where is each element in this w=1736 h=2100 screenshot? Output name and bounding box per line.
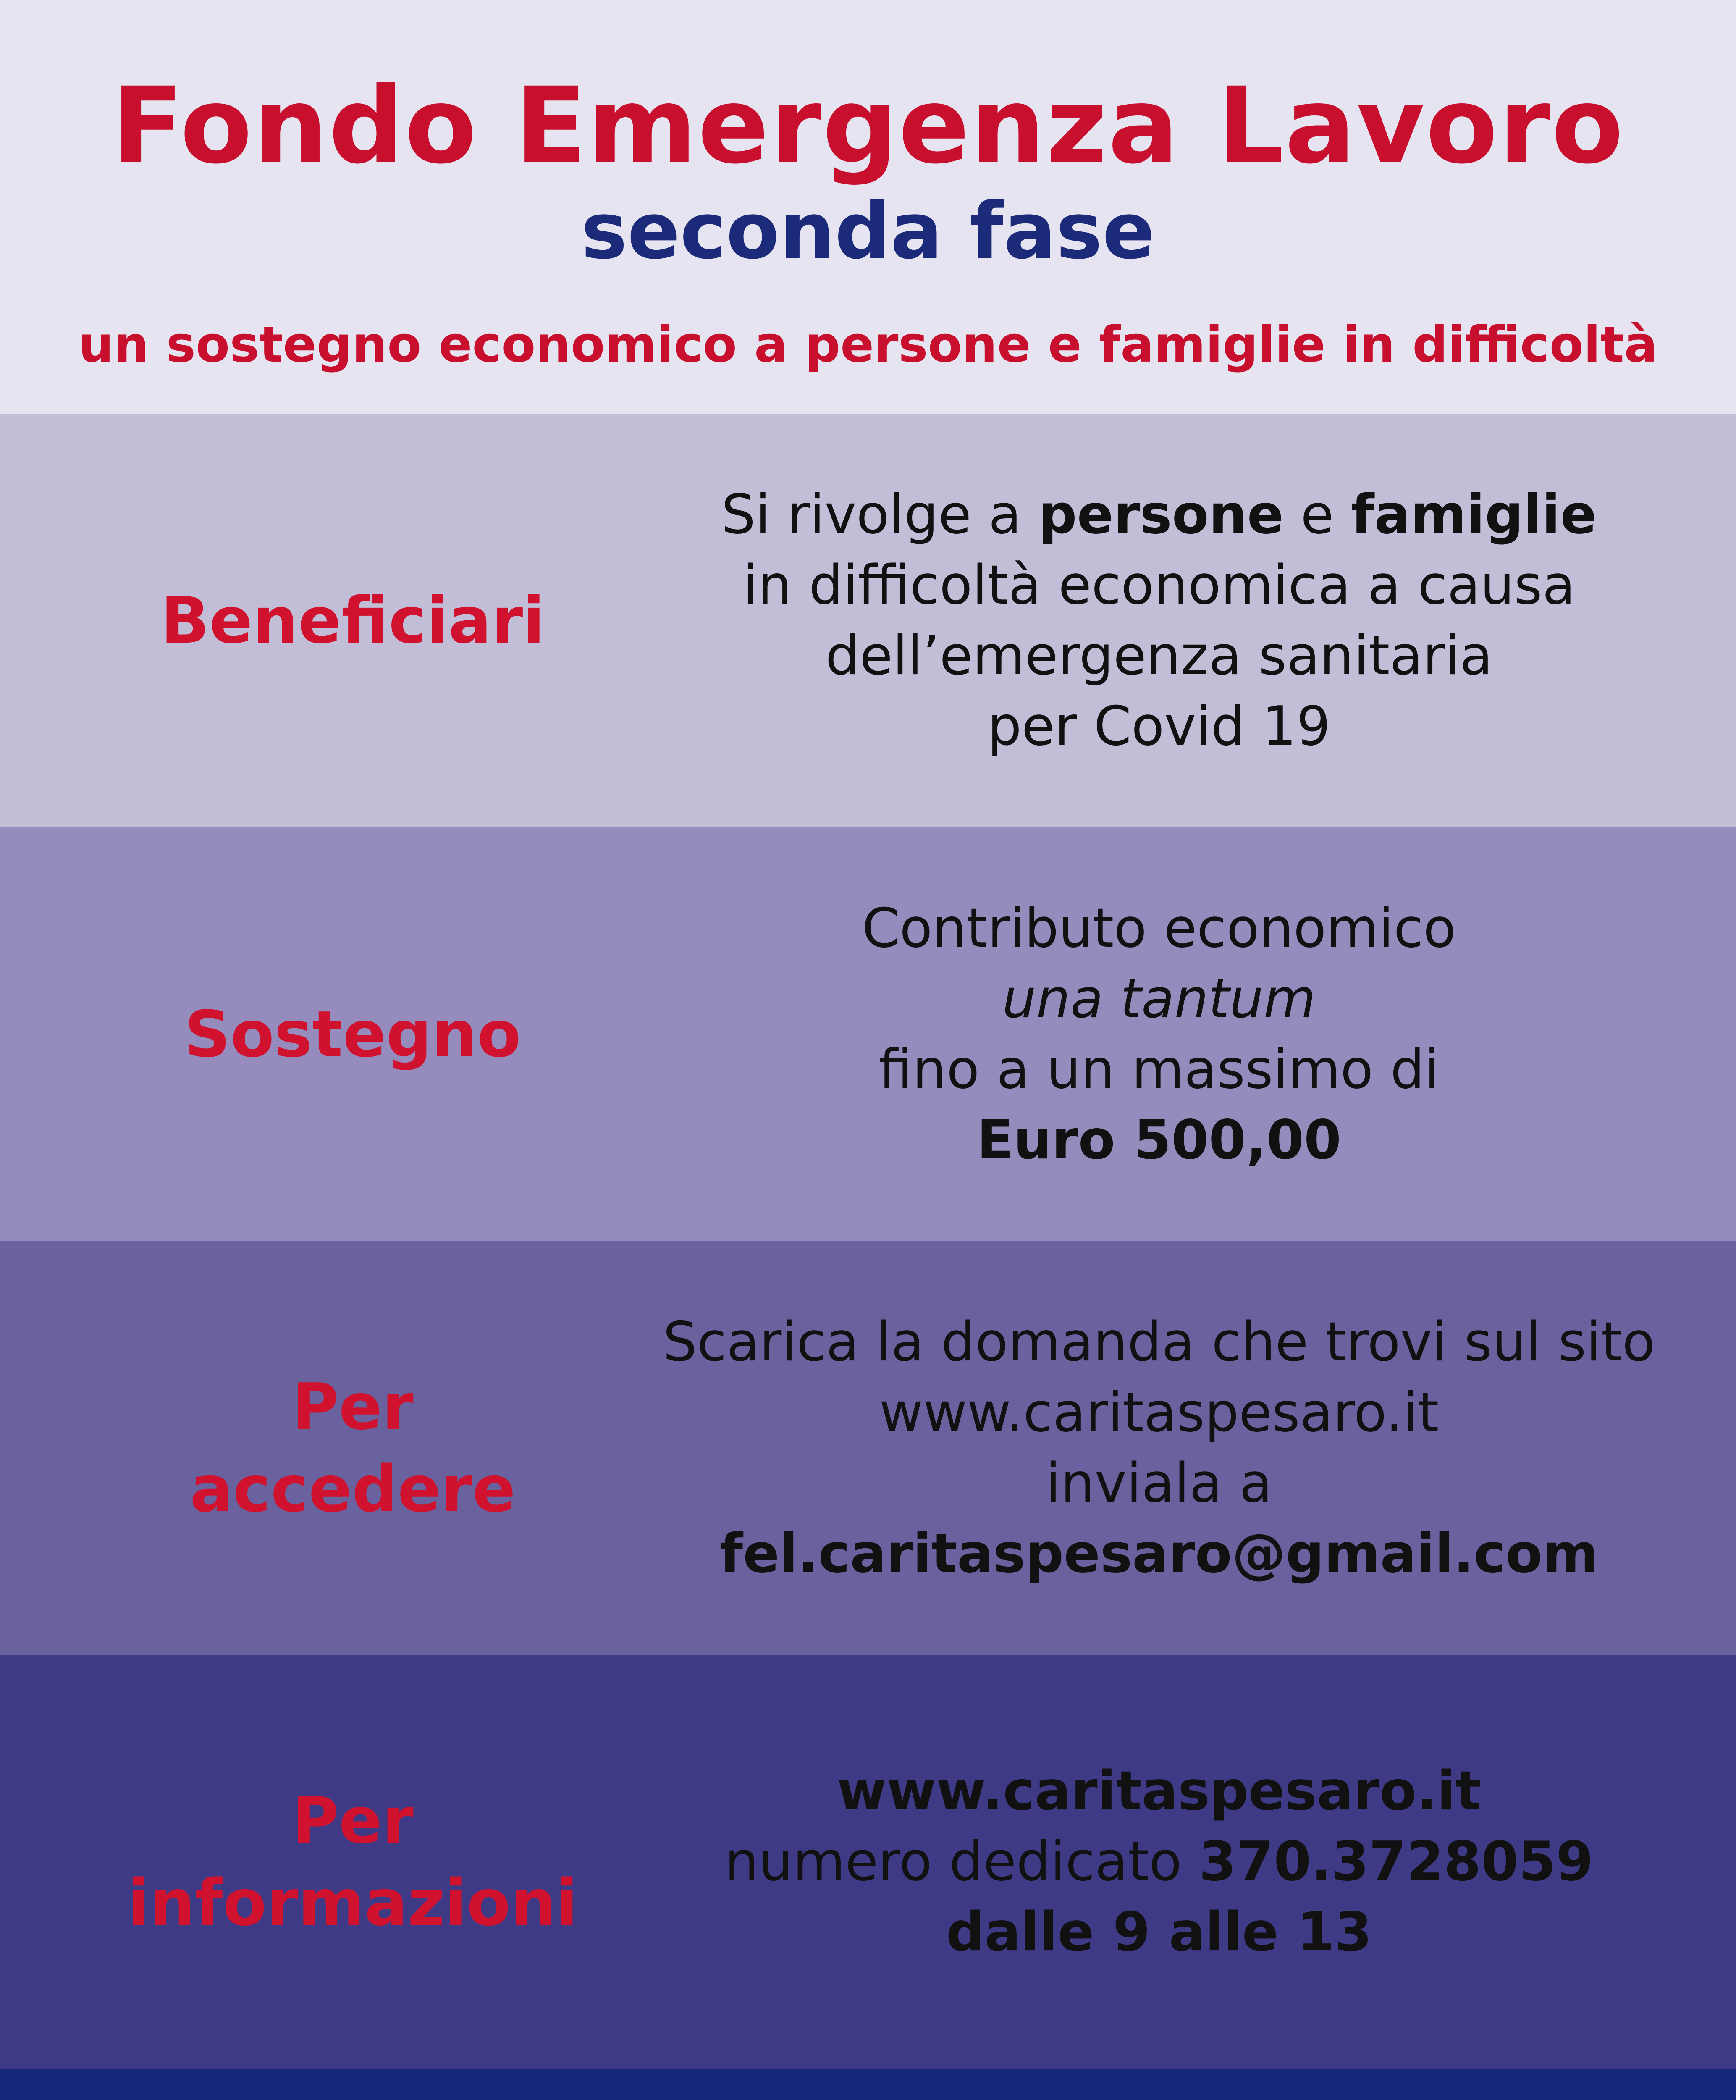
row-text-line	[879, 1378, 1439, 1448]
row-text-line	[721, 480, 1597, 550]
row-label-line: Beneficiari	[160, 583, 545, 658]
row-text	[630, 1241, 1688, 1655]
row-beneficiari	[0, 414, 1736, 827]
row-label	[0, 827, 705, 1241]
row-label-line: Per	[292, 1783, 414, 1858]
row-label-line: informazioni	[127, 1865, 578, 1940]
text-segment: inviala a	[1046, 1452, 1272, 1515]
row-text-line	[977, 1105, 1341, 1176]
text-segment: Si rivolge a	[721, 483, 1038, 546]
row-text-line	[720, 1519, 1599, 1589]
row-text	[630, 827, 1688, 1241]
text-segment: persone	[1038, 483, 1284, 546]
header	[0, 0, 1736, 414]
text-segment: www.caritaspesaro.it	[879, 1381, 1439, 1444]
page-title: Fondo Emergenza Lavoro	[112, 65, 1624, 187]
row-per-informazioni	[0, 1655, 1736, 2068]
text-segment: fino a un massimo di	[878, 1038, 1440, 1101]
text-segment: dell’emergenza sanitaria	[825, 624, 1493, 687]
footer	[0, 2068, 1736, 2100]
row-text	[630, 414, 1688, 827]
text-segment: in difficoltà economica a causa	[742, 554, 1576, 617]
row-text	[630, 1655, 1688, 2068]
row-label	[0, 1241, 705, 1655]
text-segment: www.caritaspesaro.it	[837, 1759, 1481, 1822]
row-text-line	[743, 550, 1575, 621]
tagline: un sostegno economico a persone e famiglie in difficoltà	[78, 315, 1658, 373]
row-text-line	[826, 621, 1493, 691]
row-text-line	[837, 1756, 1481, 1827]
row-text-line	[987, 691, 1330, 762]
row-label-line: Per	[292, 1369, 414, 1444]
row-text-line	[725, 1827, 1594, 1897]
row-text-line	[946, 1897, 1372, 1968]
text-segment: una tantum	[1002, 967, 1316, 1030]
text-segment: e	[1283, 483, 1351, 546]
text-segment: Contributo economico	[862, 897, 1456, 960]
text-segment: numero dedicato	[724, 1830, 1199, 1893]
page-subtitle: seconda fase	[581, 186, 1155, 276]
row-label	[0, 1655, 705, 2068]
text-segment: Euro 500,00	[976, 1108, 1342, 1171]
text-segment: famiglie	[1351, 483, 1597, 546]
row-text-line	[663, 1307, 1655, 1378]
row-per-accedere	[0, 1241, 1736, 1655]
text-segment: dalle 9 alle 13	[946, 1900, 1372, 1964]
row-label	[0, 414, 705, 827]
text-segment: 370.3728059	[1199, 1830, 1594, 1893]
row-text-line	[1046, 1448, 1272, 1519]
row-label-line: Sostegno	[184, 997, 521, 1071]
row-sostegno	[0, 827, 1736, 1241]
text-segment: fel.caritaspesaro@gmail.com	[719, 1522, 1599, 1585]
text-segment: Scarica la domanda che trovi sul sito	[663, 1310, 1655, 1373]
row-text-line	[878, 1034, 1439, 1105]
row-text-line	[1002, 964, 1316, 1034]
row-label-line: accedere	[190, 1452, 516, 1526]
text-segment: per Covid 19	[987, 695, 1331, 758]
row-text-line	[862, 893, 1456, 964]
